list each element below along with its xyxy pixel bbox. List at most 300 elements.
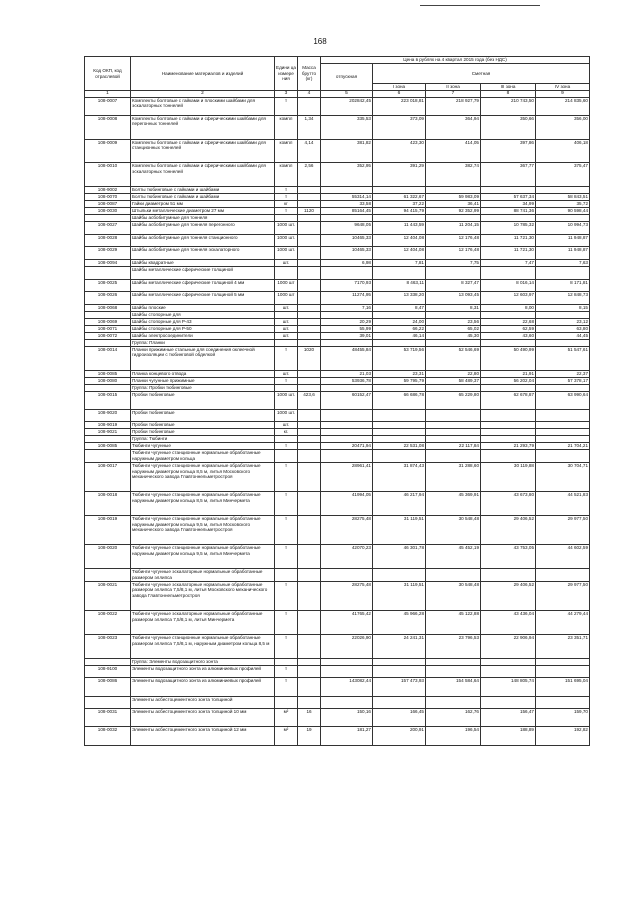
item-unit: 1000 шт. [275, 391, 298, 409]
item-name: Пробки тюбинговые [131, 409, 275, 422]
item-zone-3-price: 148 805,74 [481, 678, 536, 696]
item-zone-3-price [481, 422, 536, 429]
item-zone-2-price: 45 122,88 [426, 611, 481, 635]
item-unit: 1000 шт [275, 279, 298, 292]
item-mass [298, 259, 321, 266]
item-zone-1-price: 46 217,94 [373, 492, 426, 516]
item-release-price: 7170,93 [321, 279, 373, 292]
item-zone-3-price: 29 406,52 [481, 581, 536, 610]
item-unit [275, 215, 298, 222]
item-name: Штыльки металлические диаметром 27 мм [131, 208, 275, 215]
item-unit: 1000 шт. [275, 222, 298, 235]
item-unit: т [275, 611, 298, 635]
item-zone-3-price: 29 406,52 [481, 516, 536, 545]
table-row [85, 391, 590, 409]
item-zone-2-price: 45 452,19 [426, 545, 481, 569]
item-zone-3-price [481, 339, 536, 346]
item-name: Пробки тюбинговые [131, 422, 275, 429]
item-name: Тюбинги чугунные станционные нормальные обработанные наружным диаметром кольца [131, 450, 275, 463]
item-zone-2-price: 30 548,48 [426, 581, 481, 610]
zone-2-header: II зона [426, 84, 481, 91]
item-unit: м² [275, 709, 298, 727]
item-zone-2-price: 196,54 [426, 727, 481, 745]
item-release-price: 20,29 [321, 318, 373, 325]
item-unit: компл [275, 163, 298, 187]
item-zone-2-price: 154 584,64 [426, 678, 481, 696]
item-release-price: 28275,48 [321, 516, 373, 545]
item-unit [275, 569, 298, 582]
item-mass [298, 409, 321, 422]
zone-1-header: I зона [373, 84, 426, 91]
item-zone-2-price [426, 658, 481, 665]
item-zone-2-price [426, 422, 481, 429]
item-mass [298, 429, 321, 436]
item-zone-2-price: 23 796,53 [426, 635, 481, 659]
item-zone-3-price: 22 906,94 [481, 635, 536, 659]
item-code: 108-0026 [85, 292, 131, 305]
item-release-price: 33,58 [321, 201, 373, 208]
item-mass [298, 422, 321, 429]
item-code: 108-0029 [85, 247, 131, 260]
item-zone-4-price [536, 215, 590, 222]
item-zone-1-price: 24,00 [373, 318, 426, 325]
table-row [85, 332, 590, 339]
table-row [85, 304, 590, 311]
item-zone-3-price: 22,68 [481, 318, 536, 325]
item-zone-4-price [536, 311, 590, 318]
item-zone-2-price: 11 204,15 [426, 222, 481, 235]
item-name: Тюбинги чугунные станционные нормальные обработанные наружным диаметром кольца 9,5 м, литья Московского механического завода Главтоннельметростроя [131, 516, 275, 545]
item-zone-4-price [536, 266, 590, 279]
item-zone-3-price: 21 293,79 [481, 443, 536, 450]
item-unit [275, 339, 298, 346]
item-mass [298, 658, 321, 665]
item-unit: т [275, 443, 298, 450]
item-zone-3-price [481, 215, 536, 222]
item-code: 108-9002 [85, 187, 131, 194]
item-release-price: 20471,94 [321, 443, 373, 450]
item-unit: т [275, 97, 298, 115]
item-unit: шт. [275, 304, 298, 311]
item-mass [298, 678, 321, 696]
table-row [85, 194, 590, 201]
item-zone-1-price: 12 404,08 [373, 247, 426, 260]
table-row [85, 318, 590, 325]
item-unit: т [275, 516, 298, 545]
table-row [85, 665, 590, 678]
item-mass: 16 [298, 709, 321, 727]
item-zone-4-price: 29 977,50 [536, 516, 590, 545]
item-zone-4-price [536, 422, 590, 429]
item-zone-3-price: 43 753,05 [481, 545, 536, 569]
item-zone-4-price: 29 977,50 [536, 581, 590, 610]
item-name: Шайбы металлические сферические толщиной 5 мм [131, 292, 275, 305]
item-zone-4-price [536, 569, 590, 582]
item-unit [275, 696, 298, 709]
item-code: 108-0023 [85, 635, 131, 659]
item-code [85, 311, 131, 318]
item-unit: 1000 шт [275, 292, 298, 305]
item-unit: т [275, 208, 298, 215]
item-release-price: 181,27 [321, 727, 373, 745]
top-rule [420, 5, 540, 6]
item-name: Тюбинги чугунные [131, 443, 275, 450]
item-name: Тюбинги чугунные эскалаторные нормальные обработанные размером эллипса [131, 569, 275, 582]
item-name: Планки чугунные прижимные [131, 377, 275, 384]
item-zone-1-price: 31 119,51 [373, 581, 426, 610]
table-row [85, 436, 590, 443]
item-unit: шт. [275, 422, 298, 429]
item-release-price: 48455,84 [321, 346, 373, 370]
item-release-price [321, 658, 373, 665]
item-name: Комплекты болтовые с гайками и сферическими шайбами для эскалаторных тоннелей [131, 163, 275, 187]
item-code [85, 339, 131, 346]
item-zone-3-price: 50 490,99 [481, 346, 536, 370]
table-row [85, 208, 590, 215]
item-zone-1-price [373, 187, 426, 194]
item-mass [298, 492, 321, 516]
item-zone-4-price: 375,47 [536, 163, 590, 187]
item-zone-2-price [426, 384, 481, 391]
item-name: Группа: Пробки тюбинговые [131, 384, 275, 391]
item-zone-1-price: 23,31 [373, 370, 426, 377]
item-name: Шайбы асбобитумные для тоннеля эскалаторного [131, 247, 275, 260]
item-unit: т [275, 678, 298, 696]
item-release-price [321, 569, 373, 582]
item-mass: 2,56 [298, 163, 321, 187]
item-code: 108-9021 [85, 429, 131, 436]
item-zone-2-price: 12 176,48 [426, 234, 481, 247]
item-zone-4-price [536, 696, 590, 709]
item-name: Болты тюбинговые с гайками и шайбами [131, 194, 275, 201]
item-code: 108-9019 [85, 422, 131, 429]
item-zone-3-price [481, 384, 536, 391]
item-zone-3-price: 12 603,97 [481, 292, 536, 305]
item-name: Шайбы асбобитумные для тоннеля перегонного [131, 222, 275, 235]
page-number: 168 [313, 37, 327, 46]
item-name: Шайбы плоские [131, 304, 275, 311]
item-mass [298, 462, 321, 491]
item-code: 108-0022 [85, 611, 131, 635]
item-release-price [321, 384, 373, 391]
item-code [85, 266, 131, 279]
item-code: 108-0094 [85, 259, 131, 266]
item-zone-4-price [536, 187, 590, 194]
mass-header: Масса брутто (кг) [298, 57, 321, 91]
table-row [85, 97, 590, 115]
item-release-price: 60152,47 [321, 391, 373, 409]
item-unit: т [275, 187, 298, 194]
item-code: 108-0031 [85, 709, 131, 727]
item-zone-1-price: 59 795,79 [373, 377, 426, 384]
item-name: Шайбы металлические сферические толщиной [131, 266, 275, 279]
item-name: Комплекты болтовые с гайками и плоскими шайбами для эскалаторных тоннелей [131, 97, 275, 115]
price-table-body [85, 57, 590, 746]
item-unit: кг. [275, 429, 298, 436]
item-zone-1-price: 46 301,78 [373, 545, 426, 569]
item-mass [298, 234, 321, 247]
item-zone-1-price [373, 266, 426, 279]
item-zone-2-price: 30 548,48 [426, 516, 481, 545]
item-name: Шайбы асбобитумные для тоннеля [131, 215, 275, 222]
item-zone-4-price: 23,12 [536, 318, 590, 325]
item-zone-1-price [373, 339, 426, 346]
table-row [85, 247, 590, 260]
item-release-price: 53936,78 [321, 377, 373, 384]
item-zone-1-price: 31 119,51 [373, 516, 426, 545]
item-name: Шайбы стопорные для Р-50 [131, 325, 275, 332]
item-unit [275, 266, 298, 279]
table-row [85, 635, 590, 659]
item-zone-3-price: 188,89 [481, 727, 536, 745]
item-zone-3-price: 34,99 [481, 201, 536, 208]
release-header: отпускная [321, 63, 373, 90]
item-mass [298, 222, 321, 235]
item-code: 108-0085 [85, 370, 131, 377]
item-code: 108-0069 [85, 318, 131, 325]
table-row [85, 259, 590, 266]
item-zone-3-price [481, 187, 536, 194]
item-code [85, 696, 131, 709]
item-zone-2-price: 382,74 [426, 163, 481, 187]
item-unit: 1000 шт. [275, 247, 298, 260]
item-release-price [321, 311, 373, 318]
item-zone-4-price: 58 843,51 [536, 194, 590, 201]
item-name: Шайбы металлические сферические толщиной 4 мм [131, 279, 275, 292]
item-zone-3-price: 57 637,34 [481, 194, 536, 201]
item-code: 108-0028 [85, 234, 131, 247]
item-zone-1-price [373, 422, 426, 429]
item-unit: м² [275, 727, 298, 745]
item-code: 108-9020 [85, 409, 131, 422]
item-mass [298, 339, 321, 346]
table-row [85, 201, 590, 208]
item-zone-1-price [373, 436, 426, 443]
item-code: 108-0032 [85, 727, 131, 745]
col-num-2: 2 [131, 91, 275, 98]
item-zone-1-price: 223 018,81 [373, 97, 426, 115]
table-row [85, 409, 590, 422]
item-release-price: 21,03 [321, 370, 373, 377]
item-release-price: 381,82 [321, 139, 373, 163]
table-row [85, 696, 590, 709]
item-zone-2-price: 36,41 [426, 201, 481, 208]
item-zone-2-price: 8 327,47 [426, 279, 481, 292]
table-row [85, 545, 590, 569]
item-name: Тюбинги чугунные станционные нормальные обработанные наружным диаметром кольца 8,5 м, литья Московского механического завода Главтоннельметростроя [131, 462, 275, 491]
item-unit: т [275, 194, 298, 201]
item-zone-4-price: 63,80 [536, 325, 590, 332]
item-zone-1-price: 46,14 [373, 332, 426, 339]
item-zone-2-price: 22,80 [426, 370, 481, 377]
item-mass: 423,6 [298, 391, 321, 409]
item-mass [298, 247, 321, 260]
item-name: Шайбы стопорные для Р-43 [131, 318, 275, 325]
item-mass [298, 377, 321, 384]
item-code: 108-0009 [85, 139, 131, 163]
table-row [85, 658, 590, 665]
item-release-price [321, 436, 373, 443]
item-unit: т [275, 377, 298, 384]
item-zone-1-price [373, 569, 426, 582]
item-name: Планки прижимные стальные для соединения оклеечной гидроизоляции с тюбинговой обделкой [131, 346, 275, 370]
item-zone-2-price [426, 339, 481, 346]
item-zone-3-price: 30 119,88 [481, 462, 536, 491]
item-zone-1-price [373, 409, 426, 422]
item-release-price: 22026,90 [321, 635, 373, 659]
item-zone-3-price: 8,00 [481, 304, 536, 311]
item-zone-2-price: 52 546,69 [426, 346, 481, 370]
item-zone-3-price: 210 743,50 [481, 97, 536, 115]
table-row [85, 377, 590, 384]
item-zone-2-price [426, 569, 481, 582]
table-row [85, 709, 590, 727]
item-zone-3-price [481, 436, 536, 443]
item-release-price [321, 450, 373, 463]
item-zone-4-price [536, 436, 590, 443]
item-unit: шт. [275, 325, 298, 332]
item-code [85, 450, 131, 463]
item-zone-4-price [536, 450, 590, 463]
item-unit: шт. [275, 332, 298, 339]
item-zone-2-price [426, 450, 481, 463]
item-zone-2-price [426, 665, 481, 678]
item-zone-1-price: 12 404,08 [373, 234, 426, 247]
item-zone-3-price [481, 658, 536, 665]
item-zone-2-price: 45,30 [426, 332, 481, 339]
item-unit [275, 450, 298, 463]
item-unit: шт. [275, 318, 298, 325]
item-zone-4-price: 214 835,60 [536, 97, 590, 115]
col-num-5: 5 [321, 91, 373, 98]
item-release-price: 7,16 [321, 304, 373, 311]
item-code: 108-0071 [85, 325, 131, 332]
item-code: 108-0017 [85, 462, 131, 491]
item-zone-3-price: 43 436,04 [481, 611, 536, 635]
item-unit: кг [275, 201, 298, 208]
item-zone-1-price [373, 450, 426, 463]
item-mass [298, 279, 321, 292]
item-zone-3-price: 56 202,04 [481, 377, 536, 384]
item-zone-4-price: 57 378,17 [536, 377, 590, 384]
item-zone-1-price: 391,29 [373, 163, 426, 187]
item-name: Тюбинги чугунные станционные нормальные обработанные наружным диаметром кольца 8,5 м, литья Минчермета [131, 492, 275, 516]
item-mass [298, 545, 321, 569]
item-zone-4-price [536, 429, 590, 436]
item-unit [275, 384, 298, 391]
item-unit: т [275, 545, 298, 569]
item-name: Элементы асбестоцементного зонта толщиной [131, 696, 275, 709]
item-unit: компл [275, 115, 298, 139]
item-zone-1-price: 61 322,67 [373, 194, 426, 201]
item-name: Тюбинги чугунные станционные нормальные обработанные размером эллипса 7,5/8,1 м, наружным диаметром кольца 8,5 м [131, 635, 275, 659]
item-zone-3-price: 62,59 [481, 325, 536, 332]
item-zone-1-price: 53 719,56 [373, 346, 426, 370]
item-zone-2-price: 65 229,80 [426, 391, 481, 409]
item-zone-3-price: 11 721,30 [481, 247, 536, 260]
table-row [85, 569, 590, 582]
item-zone-1-price: 8 463,11 [373, 279, 426, 292]
item-zone-1-price: 157 473,93 [373, 678, 426, 696]
item-release-price [321, 215, 373, 222]
item-mass: 1,34 [298, 115, 321, 139]
item-code: 108-0027 [85, 222, 131, 235]
item-code [85, 658, 131, 665]
item-release-price: 335,53 [321, 115, 373, 139]
item-release-price: 150,16 [321, 709, 373, 727]
item-zone-1-price: 7,81 [373, 259, 426, 266]
item-release-price: 28275,48 [321, 581, 373, 610]
table-row [85, 516, 590, 545]
item-release-price [321, 665, 373, 678]
item-mass [298, 97, 321, 115]
item-unit: компл [275, 139, 298, 163]
item-unit: 1000 шт. [275, 409, 298, 422]
item-code: 108-0085 [85, 443, 131, 450]
unit-header: Едини ца измере ния [275, 57, 298, 91]
col-num-8: 8 [481, 91, 536, 98]
item-name: Шайбы квадратные [131, 259, 275, 266]
item-zone-4-price: 8,15 [536, 304, 590, 311]
item-release-price: 55,99 [321, 325, 373, 332]
item-zone-2-price [426, 215, 481, 222]
item-name: Комплекты болтовые с гайками и сферическими шайбами для станционных тоннелей [131, 139, 275, 163]
item-zone-1-price: 22 531,08 [373, 443, 426, 450]
table-row [85, 279, 590, 292]
item-release-price: 6,98 [321, 259, 373, 266]
item-zone-2-price [426, 266, 481, 279]
table-row [85, 187, 590, 194]
item-zone-1-price: 423,30 [373, 139, 426, 163]
item-name: Элементы асбестоцементного зонта толщиной 12 мм [131, 727, 275, 745]
item-mass [298, 450, 321, 463]
item-code: 108-0025 [85, 279, 131, 292]
item-unit: т [275, 581, 298, 610]
col-num-9: 9 [536, 91, 590, 98]
item-release-price [321, 422, 373, 429]
item-mass [298, 304, 321, 311]
item-code: 108-0087 [85, 201, 131, 208]
item-zone-2-price: 12 176,48 [426, 247, 481, 260]
item-zone-1-price: 66,22 [373, 325, 426, 332]
item-mass [298, 215, 321, 222]
item-zone-1-price: 11 443,59 [373, 222, 426, 235]
item-zone-2-price [426, 429, 481, 436]
table-row [85, 163, 590, 187]
item-release-price [321, 187, 373, 194]
item-zone-4-price: 30 704,71 [536, 462, 590, 491]
item-zone-1-price [373, 665, 426, 678]
table-row [85, 370, 590, 377]
item-zone-4-price: 406,18 [536, 139, 590, 163]
item-zone-1-price [373, 311, 426, 318]
item-code: 108-0086 [85, 678, 131, 696]
item-release-price: 202842,45 [321, 97, 373, 115]
item-code: 108-0014 [85, 346, 131, 370]
table-row [85, 462, 590, 491]
item-zone-4-price: 11 948,87 [536, 247, 590, 260]
item-unit [275, 436, 298, 443]
item-mass [298, 318, 321, 325]
item-mass [298, 332, 321, 339]
item-unit: 1000 шт. [275, 234, 298, 247]
item-zone-2-price [426, 696, 481, 709]
item-release-price: 143082,44 [321, 678, 373, 696]
item-zone-3-price: 156,47 [481, 709, 536, 727]
item-zone-4-price [536, 665, 590, 678]
item-zone-2-price [426, 311, 481, 318]
item-code: 108-0072 [85, 332, 131, 339]
